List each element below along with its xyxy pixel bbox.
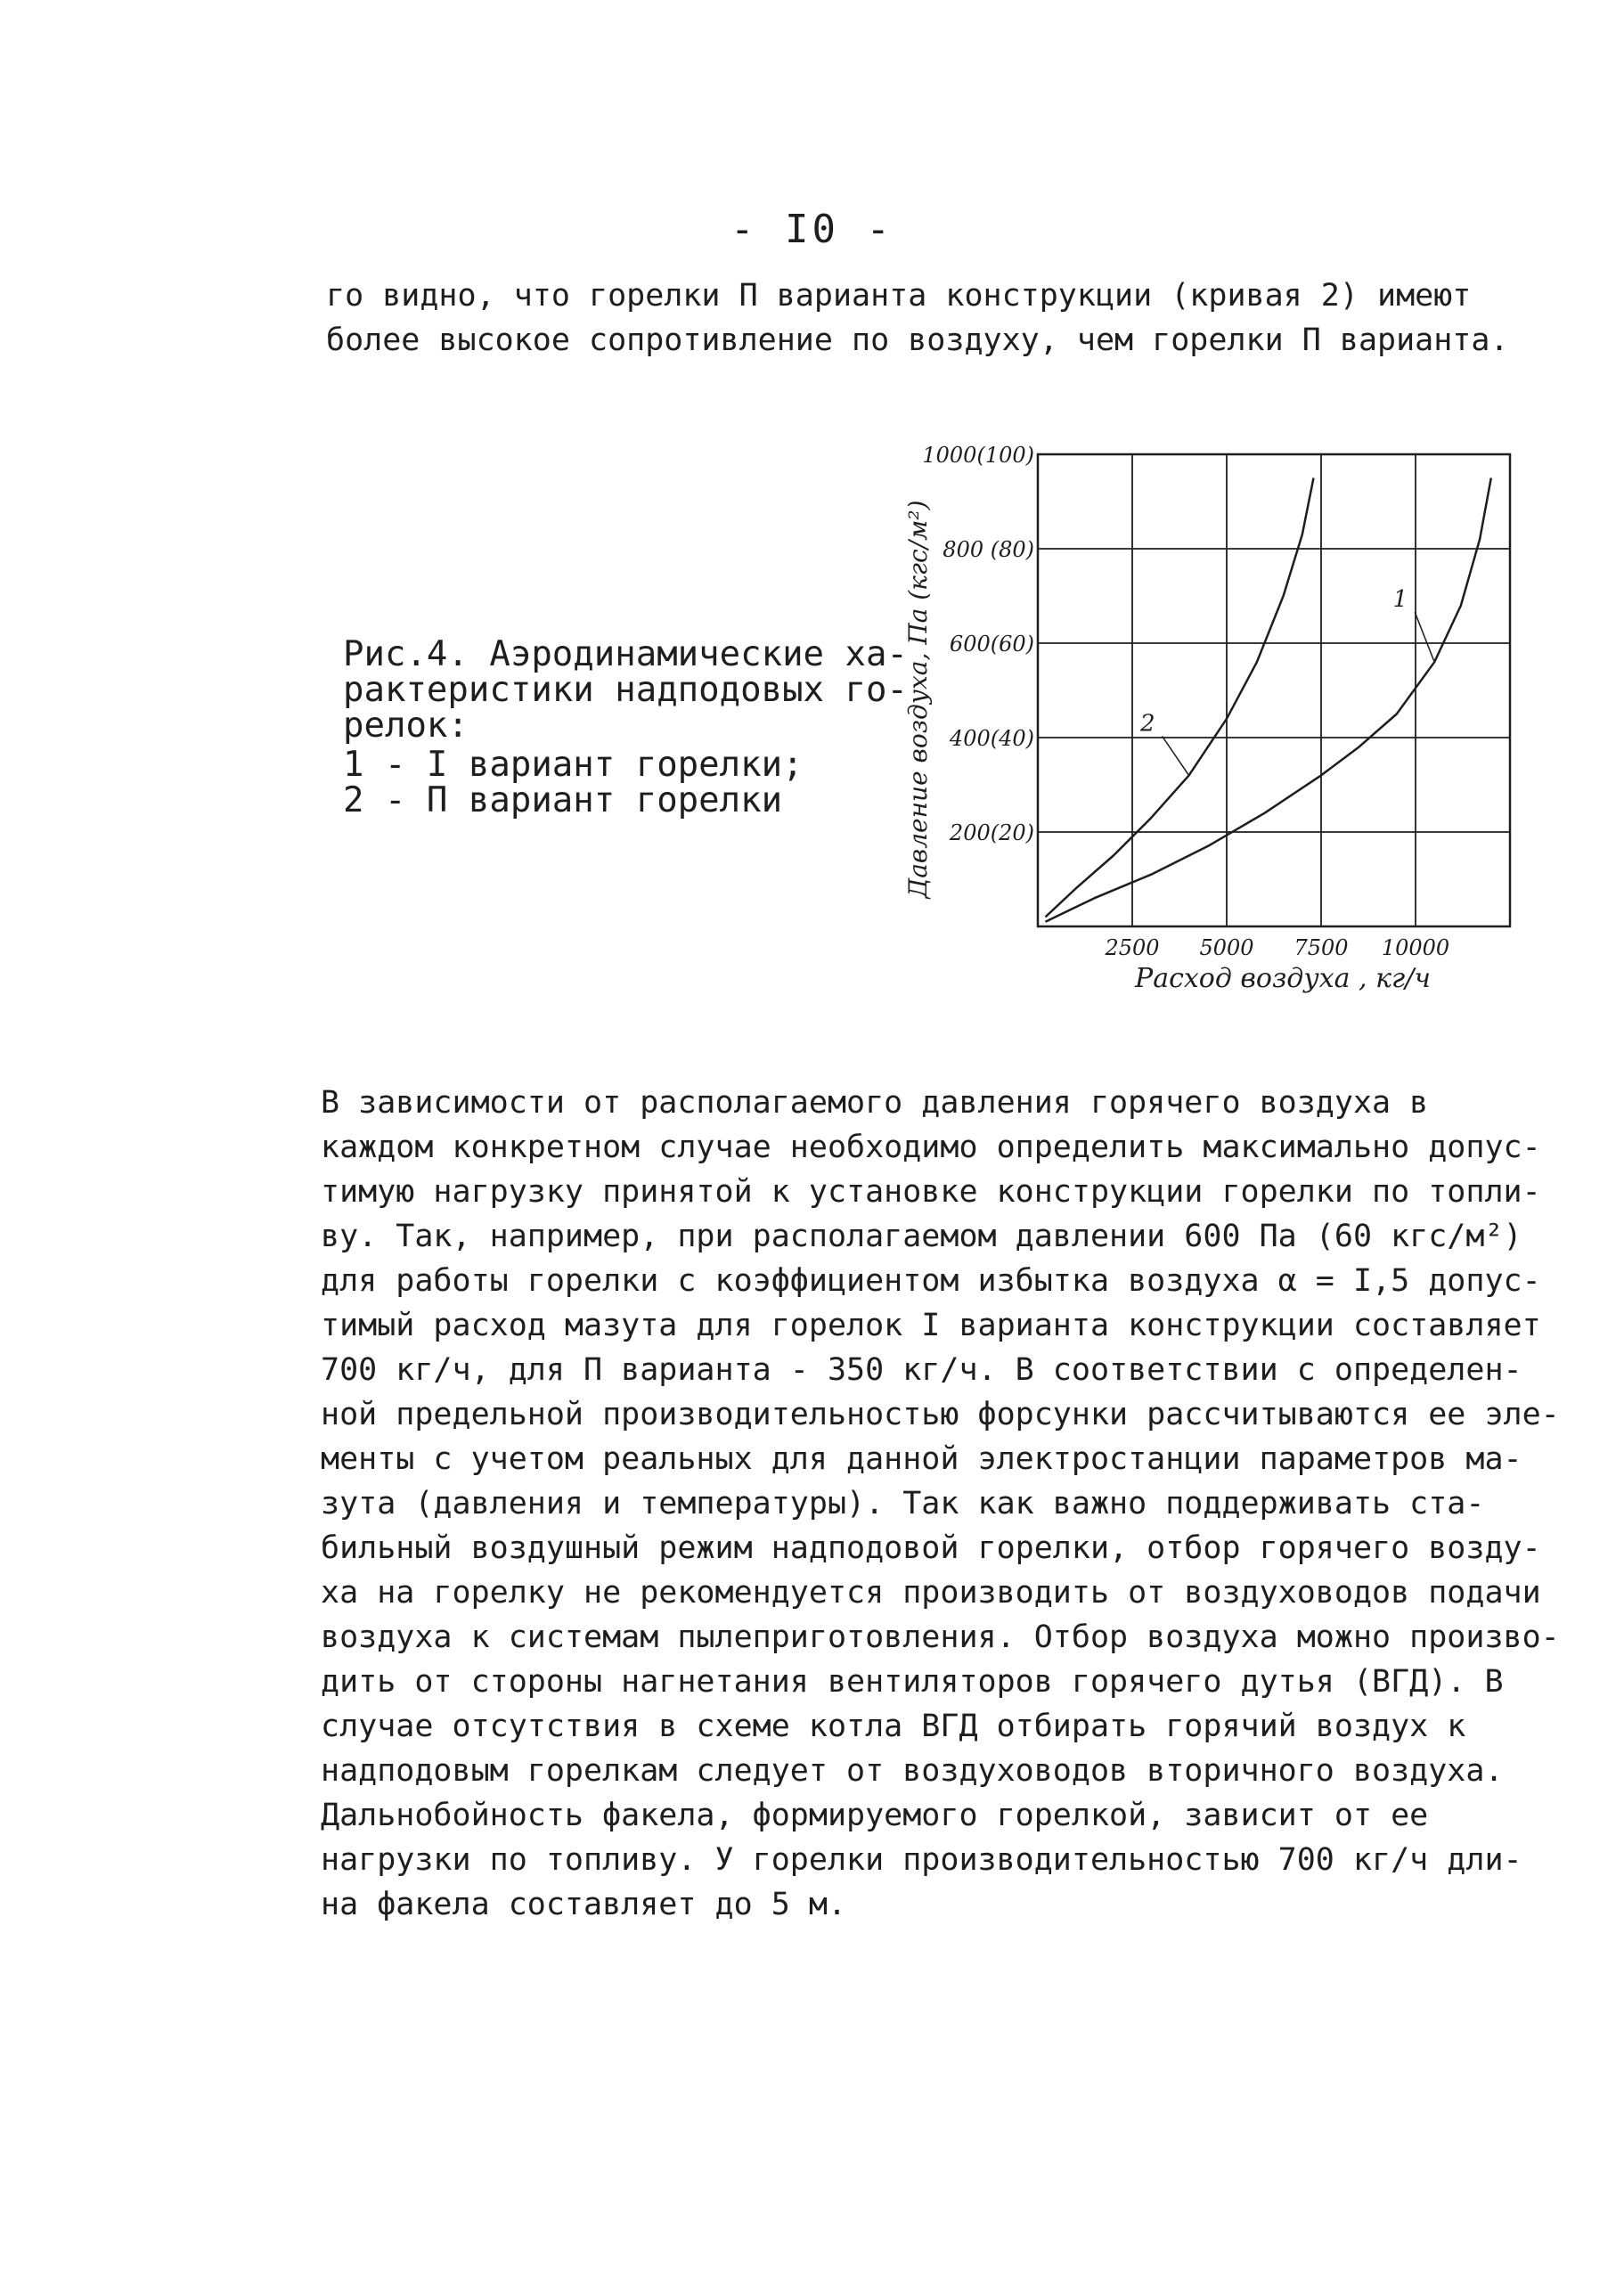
y-axis-label: Давление воздуха, Па (кгс/м²): [903, 500, 933, 899]
text-line: го видно, что горелки П варианта конструкции (кривая 2) имеют: [326, 278, 1472, 314]
caption-line: Рис.4. Аэродинамические ха-: [343, 634, 908, 674]
y-tick-label: 200(20): [949, 820, 1034, 845]
text-line: случае отсутствия в схеме котла ВГД отбирать горячий воздух к: [321, 1709, 1466, 1744]
series-label-leader: [1163, 736, 1189, 775]
text-line: Дальнобойность факела, формируемого горелкой, зависит от ее: [321, 1798, 1429, 1833]
series-label: 1: [1392, 586, 1408, 614]
series-label: 2: [1140, 710, 1155, 738]
text-line: каждом конкретном случае необходимо определить максимально допус-: [321, 1130, 1541, 1165]
text-line: ха на горелку не рекомендуется производить от воздуховодов подачи: [321, 1575, 1541, 1611]
text-line: надподовым горелкам следует от воздуховодов вторичного воздуха.: [321, 1753, 1504, 1789]
caption-line: 1 - I вариант горелки;: [343, 745, 804, 785]
text-line: ву. Так, например, при располагаемом давлении 600 Па (60 кгс/м²): [321, 1219, 1522, 1254]
y-tick-label: 1000(100): [922, 443, 1034, 468]
text-line: нагрузки по топливу. У горелки производительностью 700 кг/ч дли-: [321, 1842, 1522, 1878]
text-line: бильный воздушный режим надподовой горелки, отбор горячего возду-: [321, 1530, 1541, 1566]
x-tick-label: 5000: [1199, 935, 1254, 960]
text-line: менты с учетом реальных для данной электростанции параметров ма-: [321, 1441, 1522, 1477]
text-line: на факела составляет до 5 м.: [321, 1887, 847, 1922]
chart-svg: [882, 428, 1568, 1033]
series-line-2: [1046, 478, 1314, 918]
y-tick-label: 800 (80): [943, 537, 1034, 562]
text-line: В зависимости от располагаемого давления горячего воздуха в: [321, 1085, 1429, 1121]
text-line: зута (давления и температуры). Так как важно поддерживать ста-: [321, 1486, 1485, 1521]
plot-frame: [1038, 454, 1510, 926]
caption-line: релок:: [343, 706, 469, 746]
x-tick-label: 2500: [1105, 935, 1160, 960]
text-line: тимый расход мазута для горелок I варианта конструкции составляет: [321, 1308, 1541, 1343]
text-line: дить от стороны нагнетания вентиляторов горячего дутья (ВГД). В: [321, 1664, 1504, 1700]
pressure-flow-chart: [882, 428, 1568, 1033]
caption-line: 2 - П вариант горелки: [343, 780, 783, 820]
text-line: воздуха к системам пылеприготовления. Отбор воздуха можно произво-: [321, 1619, 1560, 1655]
text-line: более высокое сопротивление по воздуху, чем горелки П варианта.: [326, 322, 1509, 358]
x-tick-label: 7500: [1293, 935, 1349, 960]
caption-line: рактеристики надподовых го-: [343, 670, 908, 710]
x-axis-label: Расход воздуха , кг/ч: [1135, 963, 1431, 994]
text-line: ной предельной производительностью форсунки рассчитываются ее эле-: [321, 1397, 1560, 1432]
text-line: для работы горелки с коэффициентом избытка воздуха α = I,5 допус-: [321, 1263, 1541, 1299]
y-tick-label: 600(60): [949, 632, 1034, 657]
text-line: тимую нагрузку принятой к установке конструкции горелки по топли-: [321, 1174, 1541, 1210]
x-tick-label: 10000: [1381, 935, 1450, 960]
series-label-leader: [1415, 612, 1434, 662]
text-line: 700 кг/ч, для П варианта - 350 кг/ч. В соответствии с определен-: [321, 1352, 1522, 1388]
page-number: - I0 -: [730, 207, 894, 252]
y-tick-label: 400(40): [949, 726, 1034, 751]
figure-caption: [343, 634, 908, 820]
